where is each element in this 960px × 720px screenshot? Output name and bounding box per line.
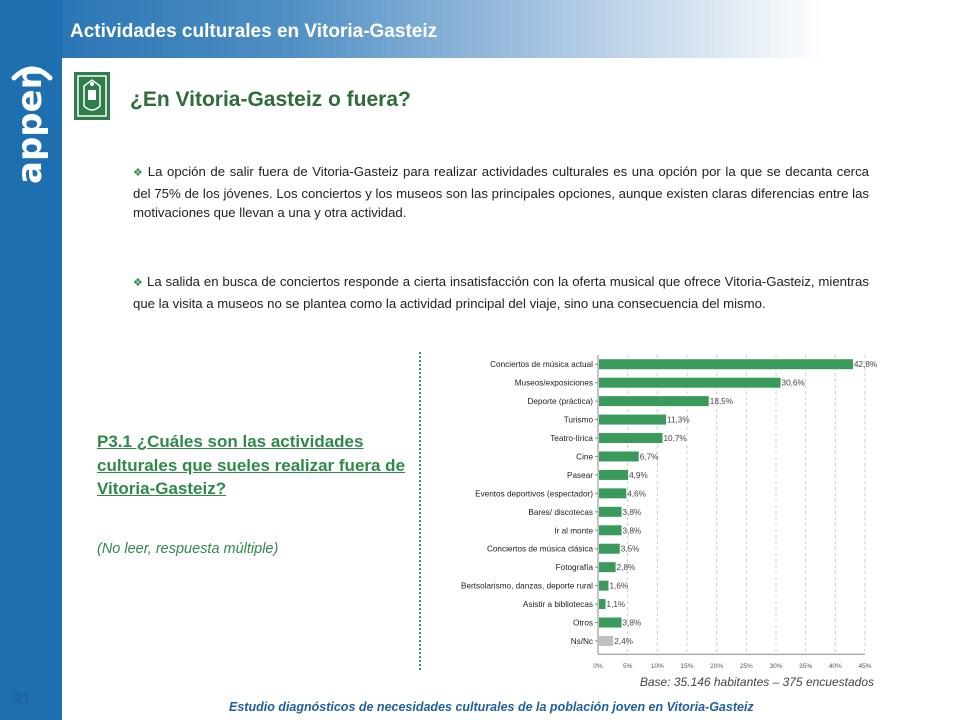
data-label: 3,8% xyxy=(622,507,642,517)
data-label: 11,3% xyxy=(667,415,690,425)
x-tick-label: 25% xyxy=(739,663,753,670)
bar xyxy=(599,396,709,406)
category-label: Pasear xyxy=(567,470,593,480)
x-tick-label: 20% xyxy=(710,663,724,670)
question-note: (No leer, respuesta múltiple) xyxy=(97,541,279,557)
category-label: Teatro-lírica xyxy=(550,434,593,444)
data-label: 1,6% xyxy=(609,581,629,591)
bar-chart xyxy=(425,350,885,670)
x-tick-label: 0% xyxy=(593,663,603,670)
diamond-bullet-icon: ❖ xyxy=(133,167,144,179)
category-label: Deporte (práctica) xyxy=(527,397,593,407)
bar xyxy=(599,378,781,388)
bar xyxy=(599,433,662,443)
data-label: 1,1% xyxy=(606,600,626,610)
data-label: 2,4% xyxy=(614,636,633,646)
city-crest-icon xyxy=(74,72,110,120)
data-label: 3,8% xyxy=(622,526,642,536)
diamond-bullet-icon: ❖ xyxy=(133,277,144,289)
data-label: 3,8% xyxy=(622,618,642,628)
logo-text: appen xyxy=(10,65,50,184)
category-label: Conciertos de música clásica xyxy=(486,544,593,554)
data-label: 6,7% xyxy=(639,452,659,462)
dotted-divider xyxy=(419,352,421,670)
bar xyxy=(599,507,622,517)
category-label: Ns/Nc xyxy=(570,636,593,646)
bullet-1-text: La opción de salir fuera de Vitoria-Gasteiz para realizar actividades culturales es una opción por la que se decanta cerca del 75% de los jóvenes. Los conciertos y los museos son las principales opciones, aunque existen claras diferencias entre las motivaciones que llevan a una y otra actividad. xyxy=(133,164,869,220)
bar xyxy=(599,525,622,535)
category-label: Turismo xyxy=(563,415,593,425)
bar xyxy=(599,599,606,609)
x-tick-label: 15% xyxy=(680,663,694,670)
question-text: P3.1 ¿Cuáles son las actividades culturales que sueles realizar fuera de Vitoria-Gasteiz? xyxy=(97,432,406,498)
bullet-2-text: La salida en busca de conciertos responde a cierta insatisfacción con la oferta musical que ofrece Vitoria-Gasteiz, mientras que la visita a museos no se plantea como la actividad principal del viaje, sino una consecuencia del mismo. xyxy=(133,274,869,311)
bar xyxy=(599,451,639,461)
category-label: Conciertos de música actual xyxy=(490,360,593,370)
sidebar-band xyxy=(0,0,62,720)
category-label: Otros xyxy=(572,618,593,628)
data-label: 10,7% xyxy=(663,434,687,444)
category-label: Ir al monte xyxy=(554,526,593,536)
category-label: Eventos deportivos (espectador) xyxy=(475,489,593,499)
data-label: 2,8% xyxy=(616,563,636,573)
bar xyxy=(599,359,853,369)
data-label: 30,6% xyxy=(781,378,805,388)
data-label: 4,9% xyxy=(629,470,648,480)
category-label: Fotografía xyxy=(555,563,593,573)
page-number: 21 xyxy=(14,690,31,707)
x-tick-label: 35% xyxy=(799,663,813,670)
data-label: 42,8% xyxy=(853,360,878,370)
page-title: ¿En Vitoria-Gasteiz o fuera? xyxy=(130,88,411,111)
x-tick-label: 10% xyxy=(650,663,664,670)
bar xyxy=(599,562,616,572)
bar xyxy=(599,636,613,646)
category-label: Bertsolarismo, danzas, deporte rural xyxy=(461,581,593,591)
bar xyxy=(599,544,620,554)
data-label: 3,5% xyxy=(620,544,640,554)
bullet-2 xyxy=(133,272,869,313)
data-label: 4,6% xyxy=(627,489,646,499)
bar xyxy=(599,488,626,498)
base-note: Base: 35.146 habitantes – 375 encuestados xyxy=(639,675,874,689)
bar xyxy=(599,618,622,628)
category-label: Bares/ discotecas xyxy=(528,507,593,517)
append-logo xyxy=(4,60,60,200)
section-title: Actividades culturales en Vitoria-Gasteiz xyxy=(70,21,438,42)
x-tick-label: 5% xyxy=(622,663,633,670)
data-label: 18,5% xyxy=(709,397,733,407)
category-label: Asistir a bibliotecas xyxy=(522,600,593,610)
bar xyxy=(599,415,666,425)
bullet-1 xyxy=(133,162,869,223)
footer-text: Estudio diagnósticos de necesidades culturales de la población joven en Vitoria-Gasteiz xyxy=(229,700,754,714)
bar xyxy=(599,470,628,480)
bar xyxy=(599,581,608,591)
x-tick-label: 30% xyxy=(769,663,783,670)
x-tick-label: 40% xyxy=(828,663,842,670)
category-label: Museos/exposiciones xyxy=(514,378,593,388)
x-tick-label: 45% xyxy=(858,663,872,670)
category-label: Cine xyxy=(576,452,593,462)
